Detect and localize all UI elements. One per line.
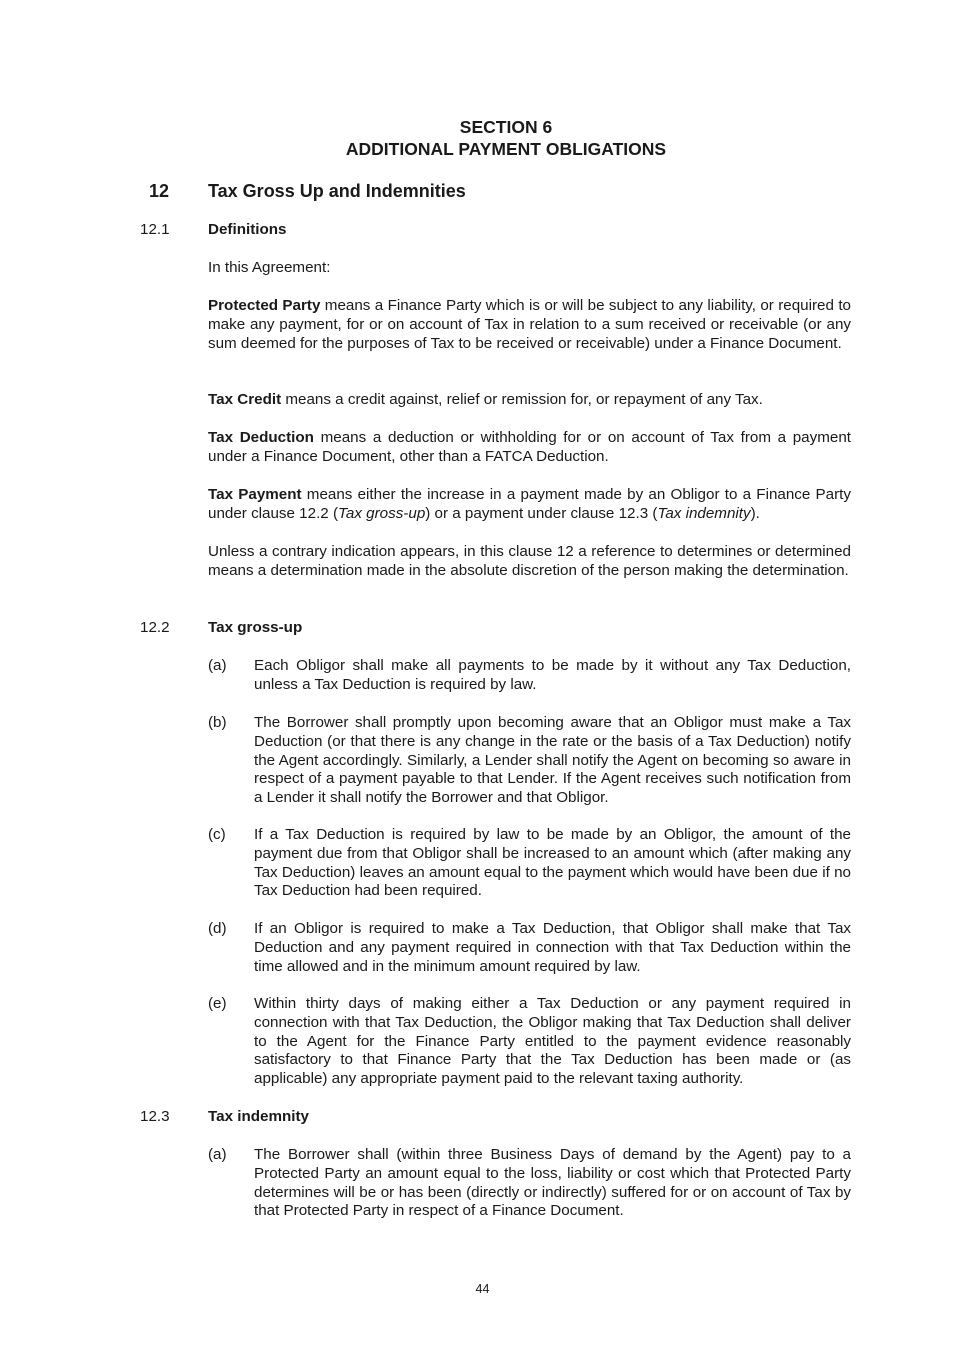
item-text: Each Obligor shall make all payments to be made by it without any Tax Deduction, unless a Tax Deduction is required by law.: [254, 657, 851, 693]
item-text: Within thirty days of making either a Tax Deduction or any payment required in connection with that Tax Deduction, the Obligor making that Tax Deduction shall deliver to the Agent for the Finance Party entitled to the payment evidence reasonably satisfactory to that Finance Party that the Tax Deduction has been made or (as applicable) any appropriate payment paid to the relevant taxing authority.: [254, 995, 851, 1088]
cross-reference: Tax indemnity: [657, 504, 751, 522]
subclause-number: 12.1: [140, 221, 170, 238]
definition-tax-credit: [208, 391, 851, 410]
clause-title: Tax Gross Up and Indemnities: [208, 181, 466, 201]
definition-tax-deduction: [208, 429, 851, 467]
definitions-intro: In this Agreement:: [208, 259, 331, 276]
subclause-number: 12.2: [140, 619, 170, 636]
subclause-heading-tax-indemnity: [140, 1108, 851, 1127]
defined-term: Tax Payment: [208, 486, 302, 503]
item-label: (d): [208, 920, 227, 937]
item-label: (c): [208, 826, 226, 843]
subclause-title: Tax indemnity: [208, 1108, 309, 1125]
definition-protected-party: [208, 297, 851, 353]
item-text: The Borrower shall promptly upon becoming aware that an Obligor must make a Tax Deduction (or that there is any change in the rate or the basis of a Tax Deduction) notify the Agent accordingly. Similarly, a Lender shall notify the Agent on becoming so aware in respect of a payment payable to that Lender. If the Agent receives such notification from a Lender it shall notify the Borrower and that Obligor.: [254, 714, 851, 807]
subclause-title: Definitions: [208, 221, 287, 238]
definition-text: means a credit against, relief or remission for, or repayment of any Tax.: [281, 391, 763, 408]
subclause-number: 12.3: [140, 1108, 170, 1125]
subclause-heading-definitions: [140, 221, 851, 240]
defined-term: Protected Party: [208, 297, 321, 314]
interpretation-paragraph: Unless a contrary indication appears, in this clause 12 a reference to determines or determined means a determination made in the absolute discretion of the person making the determination.: [208, 543, 851, 579]
item-label: (b): [208, 714, 227, 731]
defined-term: Tax Credit: [208, 391, 282, 408]
item-text: If a Tax Deduction is required by law to be made by an Obligor, the amount of the payment due from that Obligor shall be increased to an amount which (after making any Tax Deduction) leaves an amount equal to the payment which would have been due if no Tax Deduction had been required.: [254, 826, 851, 900]
definition-text: means a Finance Party which is or will be subject to any liability, or required to make any payment, for or on account of Tax in relation to a sum received or receivable (or any sum deemed for the purposes of Tax to be received or receivable) under a Finance Document.: [208, 297, 851, 352]
item-label: (a): [208, 657, 227, 674]
defined-term: Tax Deduction: [208, 429, 314, 446]
definition-text: means a deduction or withholding for or on account of Tax from a payment under a Finance Document, other than a FATCA Deduction.: [208, 429, 851, 465]
section-title: ADDITIONAL PAYMENT OBLIGATIONS: [345, 139, 667, 159]
page-number: 44: [475, 1282, 490, 1296]
definition-text: ).: [750, 504, 760, 522]
section-number: SECTION 6: [459, 117, 553, 137]
item-text: The Borrower shall (within three Business Days of demand by the Agent) pay to a Protected Party an amount equal to the loss, liability or cost which that Protected Party determines will be or has been (directly or indirectly) suffered for or on account of Tax by that Protected Party in respect of a Finance Document.: [254, 1146, 851, 1220]
subclause-title: Tax gross-up: [208, 619, 303, 636]
definition-text: means either the increase in a payment made by an Obligor to a Finance Party under clause 12.2 (: [208, 486, 851, 522]
section-heading: [0, 116, 965, 160]
definition-tax-payment: [208, 486, 851, 524]
item-label: (e): [208, 995, 227, 1012]
subclause-heading-tax-gross-up: [140, 619, 851, 638]
item-text: If an Obligor is required to make a Tax Deduction, that Obligor shall make that Tax Deduction and any payment required in connection with that Tax Deduction within the time allowed and in the minimum amount required by law.: [254, 920, 851, 975]
clause-heading: [149, 180, 466, 202]
cross-reference: Tax gross-up: [338, 504, 426, 522]
item-label: (a): [208, 1146, 227, 1163]
clause-number: 12: [149, 181, 170, 201]
definition-text: ) or a payment under clause 12.3 (: [425, 504, 658, 522]
